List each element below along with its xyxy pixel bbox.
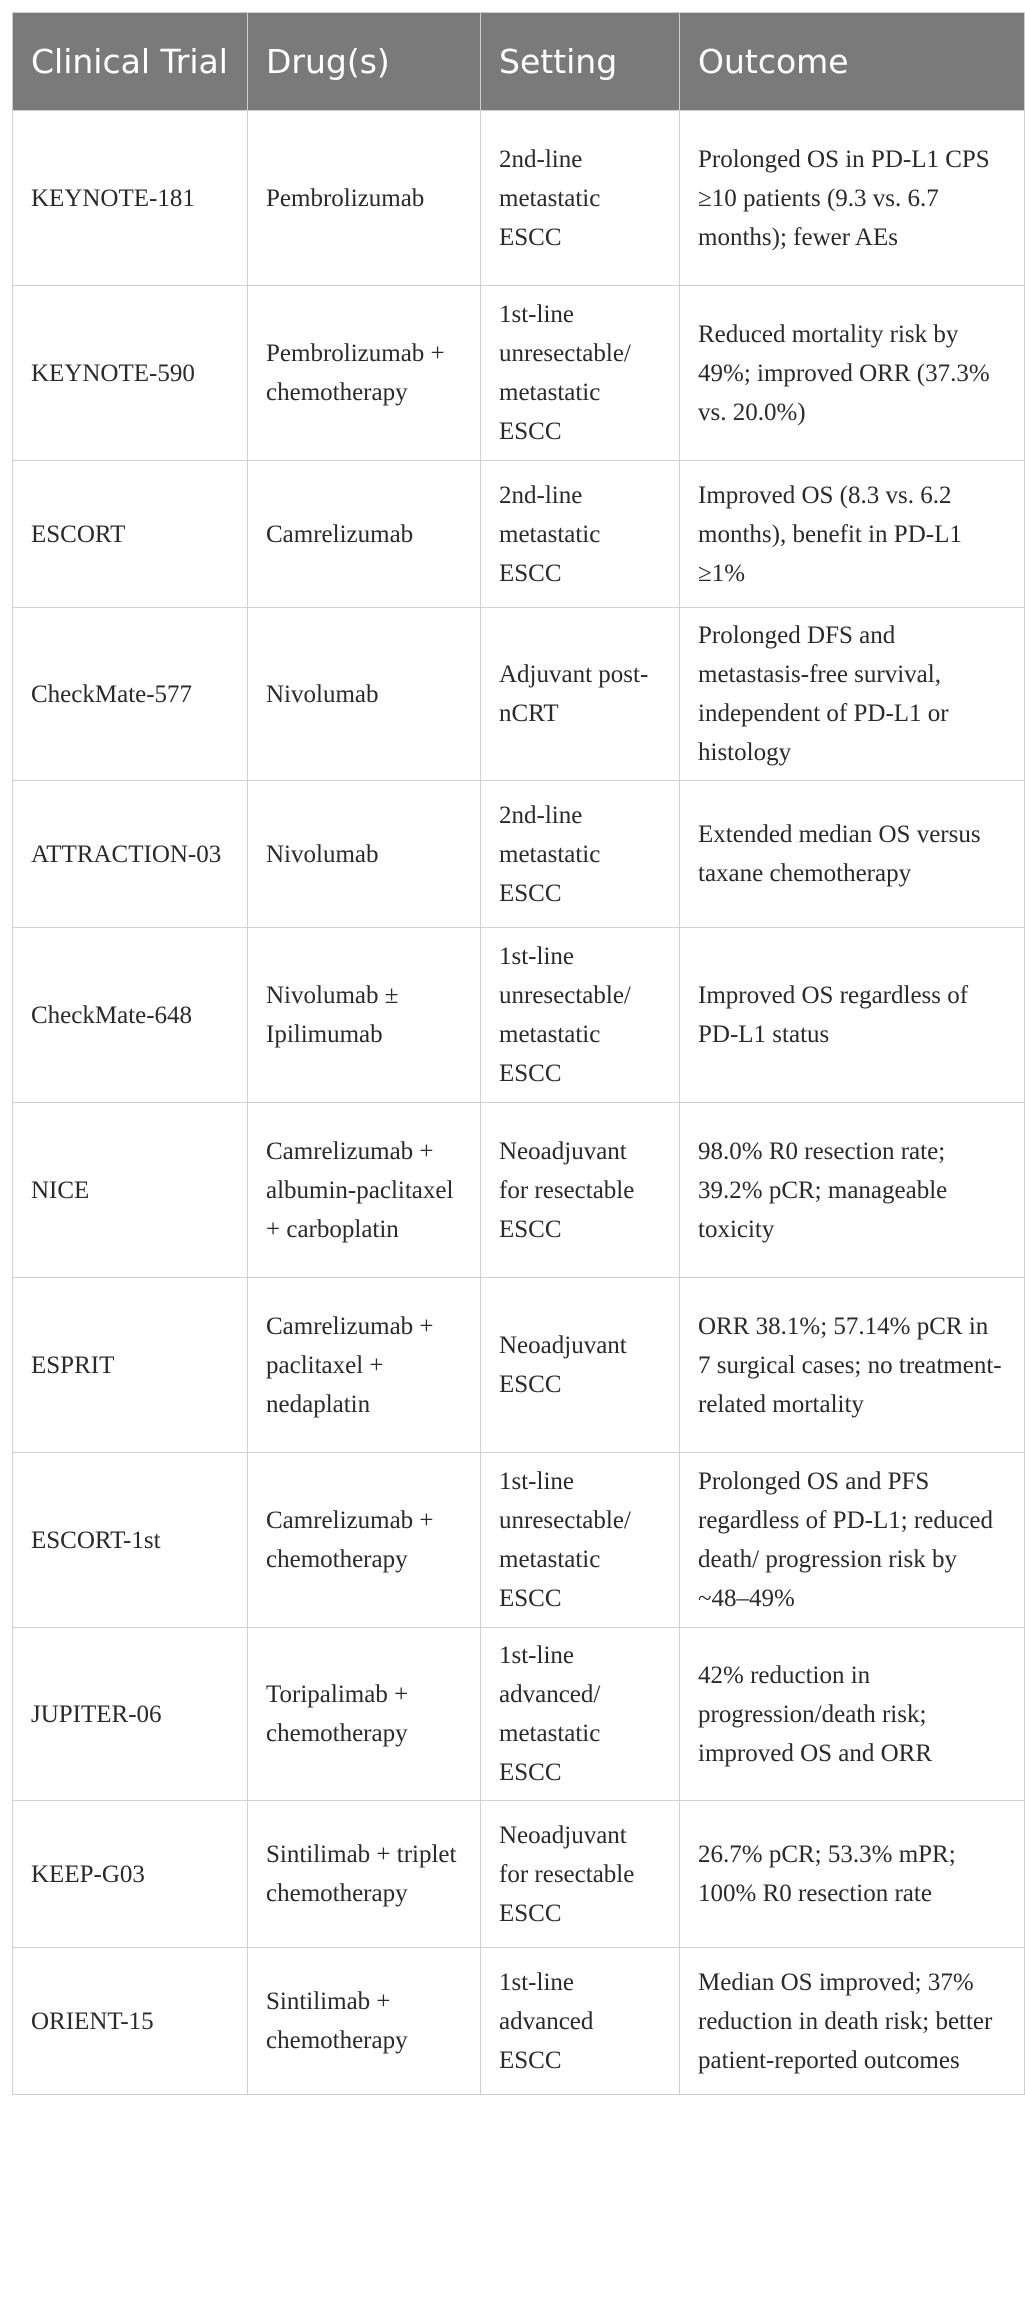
setting-cell: 1st-line unresectable/ metastatic ESCC [481, 1453, 680, 1628]
outcome-cell: Extended median OS versus taxane chemotherapy [680, 781, 1025, 928]
table-row [13, 1103, 1025, 1278]
drugs-cell: Nivolumab ± Ipilimumab [248, 928, 481, 1103]
outcome-cell: Prolonged OS and PFS regardless of PD-L1; reduced death/ progression risk by ~48–49% [680, 1453, 1025, 1628]
trial-cell: ESCORT-1st [13, 1453, 248, 1628]
table-row [13, 111, 1025, 286]
header-setting: Setting [481, 13, 680, 111]
table-row [13, 1453, 1025, 1628]
trial-cell: NICE [13, 1103, 248, 1278]
setting-cell: 1st-line unresectable/ metastatic ESCC [481, 286, 680, 461]
drugs-cell: Camrelizumab + chemotherapy [248, 1453, 481, 1628]
clinical-trials-table [12, 12, 1025, 2095]
setting-cell: 1st-line unresectable/ metastatic ESCC [481, 928, 680, 1103]
header-outcome: Outcome [680, 13, 1025, 111]
trial-cell: KEYNOTE-181 [13, 111, 248, 286]
table-row [13, 781, 1025, 928]
drugs-cell: Nivolumab [248, 781, 481, 928]
table-row [13, 1801, 1025, 1948]
drugs-cell: Pembrolizumab + chemotherapy [248, 286, 481, 461]
trial-cell: ESPRIT [13, 1278, 248, 1453]
table-row [13, 461, 1025, 608]
trial-cell: ESCORT [13, 461, 248, 608]
table-row [13, 1628, 1025, 1801]
trial-cell: CheckMate-648 [13, 928, 248, 1103]
setting-cell: Neoadjuvant for resectable ESCC [481, 1103, 680, 1278]
trials-table-container [12, 12, 1024, 2095]
header-drugs: Drug(s) [248, 13, 481, 111]
outcome-cell: Reduced mortality risk by 49%; improved ORR (37.3% vs. 20.0%) [680, 286, 1025, 461]
table-row [13, 928, 1025, 1103]
drugs-cell: Pembrolizumab [248, 111, 481, 286]
table-row [13, 608, 1025, 781]
outcome-cell: 98.0% R0 resection rate; 39.2% pCR; manageable toxicity [680, 1103, 1025, 1278]
outcome-cell: ORR 38.1%; 57.14% pCR in 7 surgical cases; no treatment-related mortality [680, 1278, 1025, 1453]
drugs-cell: Sintilimab + triplet chemotherapy [248, 1801, 481, 1948]
header-clinical-trial: Clinical Trial [13, 13, 248, 111]
header-row [13, 13, 1025, 111]
setting-cell: Neoadjuvant for resectable ESCC [481, 1801, 680, 1948]
drugs-cell: Camrelizumab + paclitaxel + nedaplatin [248, 1278, 481, 1453]
table-row [13, 1948, 1025, 2095]
outcome-cell: Median OS improved; 37% reduction in death risk; better patient-reported outcomes [680, 1948, 1025, 2095]
outcome-cell: 26.7% pCR; 53.3% mPR; 100% R0 resection rate [680, 1801, 1025, 1948]
setting-cell: 2nd-line metastatic ESCC [481, 111, 680, 286]
setting-cell: 1st-line advanced ESCC [481, 1948, 680, 2095]
drugs-cell: Toripalimab + chemotherapy [248, 1628, 481, 1801]
table-row [13, 1278, 1025, 1453]
trial-cell: KEEP-G03 [13, 1801, 248, 1948]
setting-cell: 2nd-line metastatic ESCC [481, 461, 680, 608]
setting-cell: Neoadjuvant ESCC [481, 1278, 680, 1453]
drugs-cell: Sintilimab + chemotherapy [248, 1948, 481, 2095]
trial-cell: ATTRACTION-03 [13, 781, 248, 928]
outcome-cell: Improved OS regardless of PD-L1 status [680, 928, 1025, 1103]
trial-cell: CheckMate-577 [13, 608, 248, 781]
outcome-cell: Prolonged OS in PD-L1 CPS ≥10 patients (9.3 vs. 6.7 months); fewer AEs [680, 111, 1025, 286]
trial-cell: JUPITER-06 [13, 1628, 248, 1801]
setting-cell: Adjuvant post-nCRT [481, 608, 680, 781]
trial-cell: KEYNOTE-590 [13, 286, 248, 461]
trial-cell: ORIENT-15 [13, 1948, 248, 2095]
table-row [13, 286, 1025, 461]
drugs-cell: Camrelizumab [248, 461, 481, 608]
outcome-cell: Prolonged DFS and metastasis-free survival, independent of PD-L1 or histology [680, 608, 1025, 781]
drugs-cell: Nivolumab [248, 608, 481, 781]
setting-cell: 1st-line advanced/ metastatic ESCC [481, 1628, 680, 1801]
setting-cell: 2nd-line metastatic ESCC [481, 781, 680, 928]
outcome-cell: Improved OS (8.3 vs. 6.2 months), benefit in PD-L1 ≥1% [680, 461, 1025, 608]
outcome-cell: 42% reduction in progression/death risk; improved OS and ORR [680, 1628, 1025, 1801]
drugs-cell: Camrelizumab + albumin-paclitaxel + carboplatin [248, 1103, 481, 1278]
